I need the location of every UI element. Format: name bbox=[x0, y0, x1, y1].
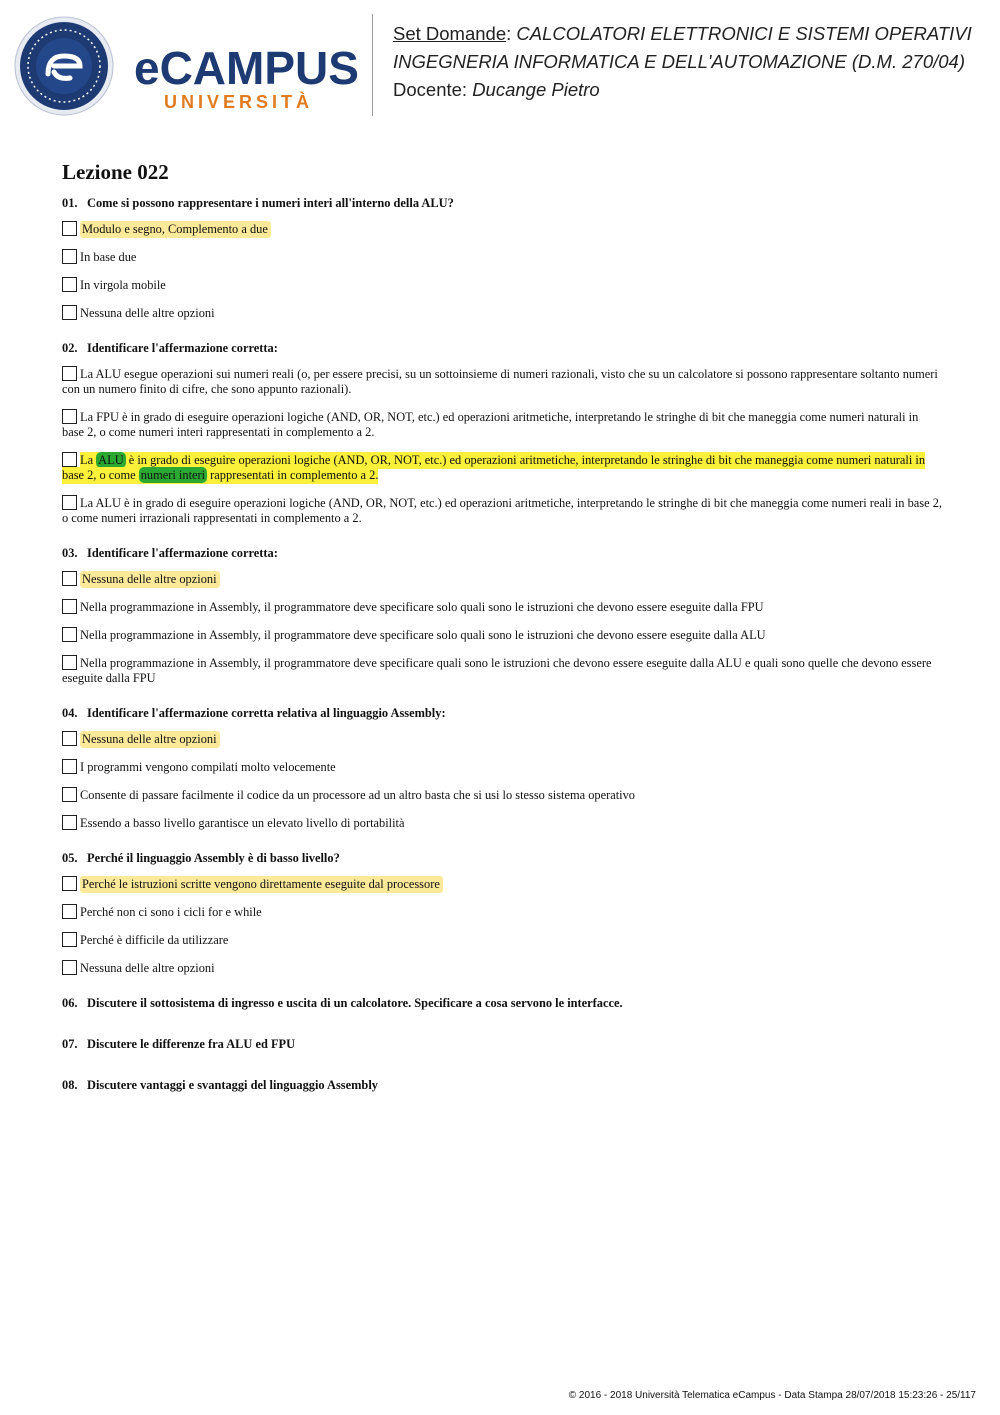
checkbox[interactable] bbox=[62, 221, 77, 236]
option-text: I programmi vengono compilati molto velocemente bbox=[80, 760, 336, 774]
page-header bbox=[0, 0, 1000, 130]
option-text: Essendo a basso livello garantisce un elevato livello di portabilità bbox=[80, 816, 405, 830]
correct-answer-text: Perché le istruzioni scritte vengono direttamente eseguite dal processore bbox=[80, 876, 443, 893]
option-text: Consente di passare facilmente il codice da un processore ad un altro basta che si usi lo stesso sistema operativo bbox=[80, 788, 636, 802]
option bbox=[62, 655, 942, 686]
question-text: Identificare l'affermazione corretta: bbox=[87, 341, 278, 355]
question-text: Discutere il sottosistema di ingresso e uscita di un calcolatore. Specificare a cosa servono le interfacce. bbox=[87, 996, 623, 1010]
question-text: Identificare l'affermazione corretta: bbox=[87, 546, 278, 560]
option-text: La ALU esegue operazioni sui numeri reali (o, per essere precisi, su un sottoinsieme di numeri razionali, visto che su un calcolatore si possono rappresentare soltanto numeri con un numero finito di cifre, che sono appunto razionali). bbox=[62, 367, 938, 396]
option bbox=[62, 366, 942, 397]
option-text: La ALU è in grado di eseguire operazioni logiche (AND, OR, NOT, etc.) ed operazioni aritmetiche, interpretando le stringhe di bit che maneggia come numeri reali in base 2, o come numeri irrazionali rappresentati in complemento a 2. bbox=[62, 496, 942, 525]
page-footer: © 2016 - 2018 Università Telematica eCampus - Data Stampa 28/07/2018 15:23:26 - 25/117 bbox=[568, 1390, 976, 1401]
logo-word: eCAMPUS bbox=[134, 42, 359, 94]
option bbox=[62, 815, 942, 831]
question-number: 08. bbox=[62, 1078, 78, 1092]
option bbox=[62, 599, 942, 615]
option-text: Perché è difficile da utilizzare bbox=[80, 933, 229, 947]
answer-part: è in grado di eseguire operazioni logiche (AND, OR, NOT, etc.) ed operazioni aritmetiche, interpretando le stringhe di bit che maneggia come numeri naturali in base 2, o come bbox=[62, 453, 926, 482]
option bbox=[62, 495, 942, 526]
checkbox[interactable] bbox=[62, 731, 77, 746]
option-text: Nella programmazione in Assembly, il programmatore deve specificare solo quali sono le istruzioni che devono essere eseguite dalla ALU bbox=[80, 628, 766, 642]
question-number: 07. bbox=[62, 1037, 78, 1051]
question-02 bbox=[62, 341, 942, 526]
checkbox[interactable] bbox=[62, 655, 77, 670]
checkbox[interactable] bbox=[62, 787, 77, 802]
correct-answer-text: Nessuna delle altre opzioni bbox=[80, 731, 220, 748]
checkbox[interactable] bbox=[62, 409, 77, 424]
option bbox=[62, 787, 942, 803]
question-number: 05. bbox=[62, 851, 78, 865]
checkbox[interactable] bbox=[62, 815, 77, 830]
teacher-label: Docente: bbox=[393, 79, 468, 100]
question-text: Identificare l'affermazione corretta relativa al linguaggio Assembly: bbox=[87, 706, 446, 720]
question-07 bbox=[62, 1037, 942, 1052]
question-04 bbox=[62, 706, 942, 831]
checkbox[interactable] bbox=[62, 599, 77, 614]
keyword-highlight: ALU bbox=[98, 453, 124, 467]
option bbox=[62, 409, 942, 440]
checkbox[interactable] bbox=[62, 452, 77, 467]
question-05 bbox=[62, 851, 942, 976]
checkbox[interactable] bbox=[62, 366, 77, 381]
option bbox=[62, 305, 942, 321]
question-01 bbox=[62, 196, 942, 321]
option bbox=[62, 249, 942, 265]
option-text: Perché non ci sono i cicli for e while bbox=[80, 905, 262, 919]
option bbox=[62, 731, 942, 747]
option bbox=[62, 904, 942, 920]
option bbox=[62, 932, 942, 948]
header-info: Set Domande: CALCOLATORI ELETTRONICI E SISTEMI OPERATIVI INGEGNERIA INFORMATICA E DELL'AUTOMAZIONE (D.M. 270/04) Docente: Ducange Pietro bbox=[393, 23, 972, 100]
question-list bbox=[62, 160, 942, 1119]
option-text: La FPU è in grado di eseguire operazioni logiche (AND, OR, NOT, etc.) ed operazioni aritmetiche, interpretando le stringhe di bit che maneggia come numeri naturali in base 2, o come numeri interi rappresentati in complemento a 2. bbox=[62, 410, 919, 439]
question-number: 03. bbox=[62, 546, 78, 560]
option-text: Nella programmazione in Assembly, il programmatore deve specificare quali sono le istruzioni che devono essere eseguite dalla ALU e quali sono quelle che devono essere eseguite dalla FPU bbox=[62, 656, 932, 685]
checkbox[interactable] bbox=[62, 249, 77, 264]
question-text: Discutere vantaggi e svantaggi del linguaggio Assembly bbox=[87, 1078, 378, 1092]
question-text: Perché il linguaggio Assembly è di basso livello? bbox=[87, 851, 340, 865]
option bbox=[62, 960, 942, 976]
ecampus-logo bbox=[14, 16, 374, 116]
option bbox=[62, 452, 942, 483]
checkbox[interactable] bbox=[62, 627, 77, 642]
checkbox[interactable] bbox=[62, 876, 77, 891]
answer-part: La bbox=[80, 453, 97, 467]
option bbox=[62, 876, 942, 892]
option bbox=[62, 759, 942, 775]
question-06 bbox=[62, 996, 942, 1011]
question-number: 06. bbox=[62, 996, 78, 1010]
question-08 bbox=[62, 1078, 942, 1093]
question-text: Come si possono rappresentare i numeri interi all'interno della ALU? bbox=[87, 196, 454, 210]
question-number: 02. bbox=[62, 341, 78, 355]
checkbox[interactable] bbox=[62, 759, 77, 774]
question-number: 01. bbox=[62, 196, 78, 210]
option-text: In base due bbox=[80, 250, 137, 264]
checkbox[interactable] bbox=[62, 904, 77, 919]
checkbox[interactable] bbox=[62, 932, 77, 947]
header-divider bbox=[372, 14, 373, 116]
question-text: Discutere le differenze fra ALU ed FPU bbox=[87, 1037, 296, 1051]
option-text: Nessuna delle altre opzioni bbox=[80, 306, 215, 320]
lesson-title: Lezione 022 bbox=[62, 160, 169, 184]
option-text: In virgola mobile bbox=[80, 278, 166, 292]
option-text: Nessuna delle altre opzioni bbox=[80, 961, 215, 975]
option bbox=[62, 571, 942, 587]
option bbox=[62, 277, 942, 293]
checkbox[interactable] bbox=[62, 960, 77, 975]
checkbox[interactable] bbox=[62, 495, 77, 510]
checkbox[interactable] bbox=[62, 277, 77, 292]
checkbox[interactable] bbox=[62, 571, 77, 586]
logo-sub: UNIVERSITÀ bbox=[164, 92, 314, 112]
option-text: Nella programmazione in Assembly, il programmatore deve specificare solo quali sono le istruzioni che devono essere eseguite dalla FPU bbox=[80, 600, 764, 614]
degree-name: INGEGNERIA INFORMATICA E DELL'AUTOMAZIONE (D.M. 270/04) bbox=[393, 51, 965, 72]
set-label: Set Domande bbox=[393, 23, 507, 44]
course-name: CALCOLATORI ELETTRONICI E SISTEMI OPERATIVI bbox=[516, 23, 972, 44]
option bbox=[62, 627, 942, 643]
teacher-name: Ducange Pietro bbox=[472, 79, 600, 100]
answer-part: rappresentati in complemento a 2. bbox=[207, 468, 379, 482]
question-03 bbox=[62, 546, 942, 686]
keyword-highlight: numeri interi bbox=[140, 468, 206, 482]
correct-answer-text: Nessuna delle altre opzioni bbox=[80, 571, 220, 588]
correct-answer-text bbox=[62, 452, 925, 484]
checkbox[interactable] bbox=[62, 305, 77, 320]
correct-answer-text: Modulo e segno, Complemento a due bbox=[80, 221, 271, 238]
question-number: 04. bbox=[62, 706, 78, 720]
option bbox=[62, 221, 942, 237]
